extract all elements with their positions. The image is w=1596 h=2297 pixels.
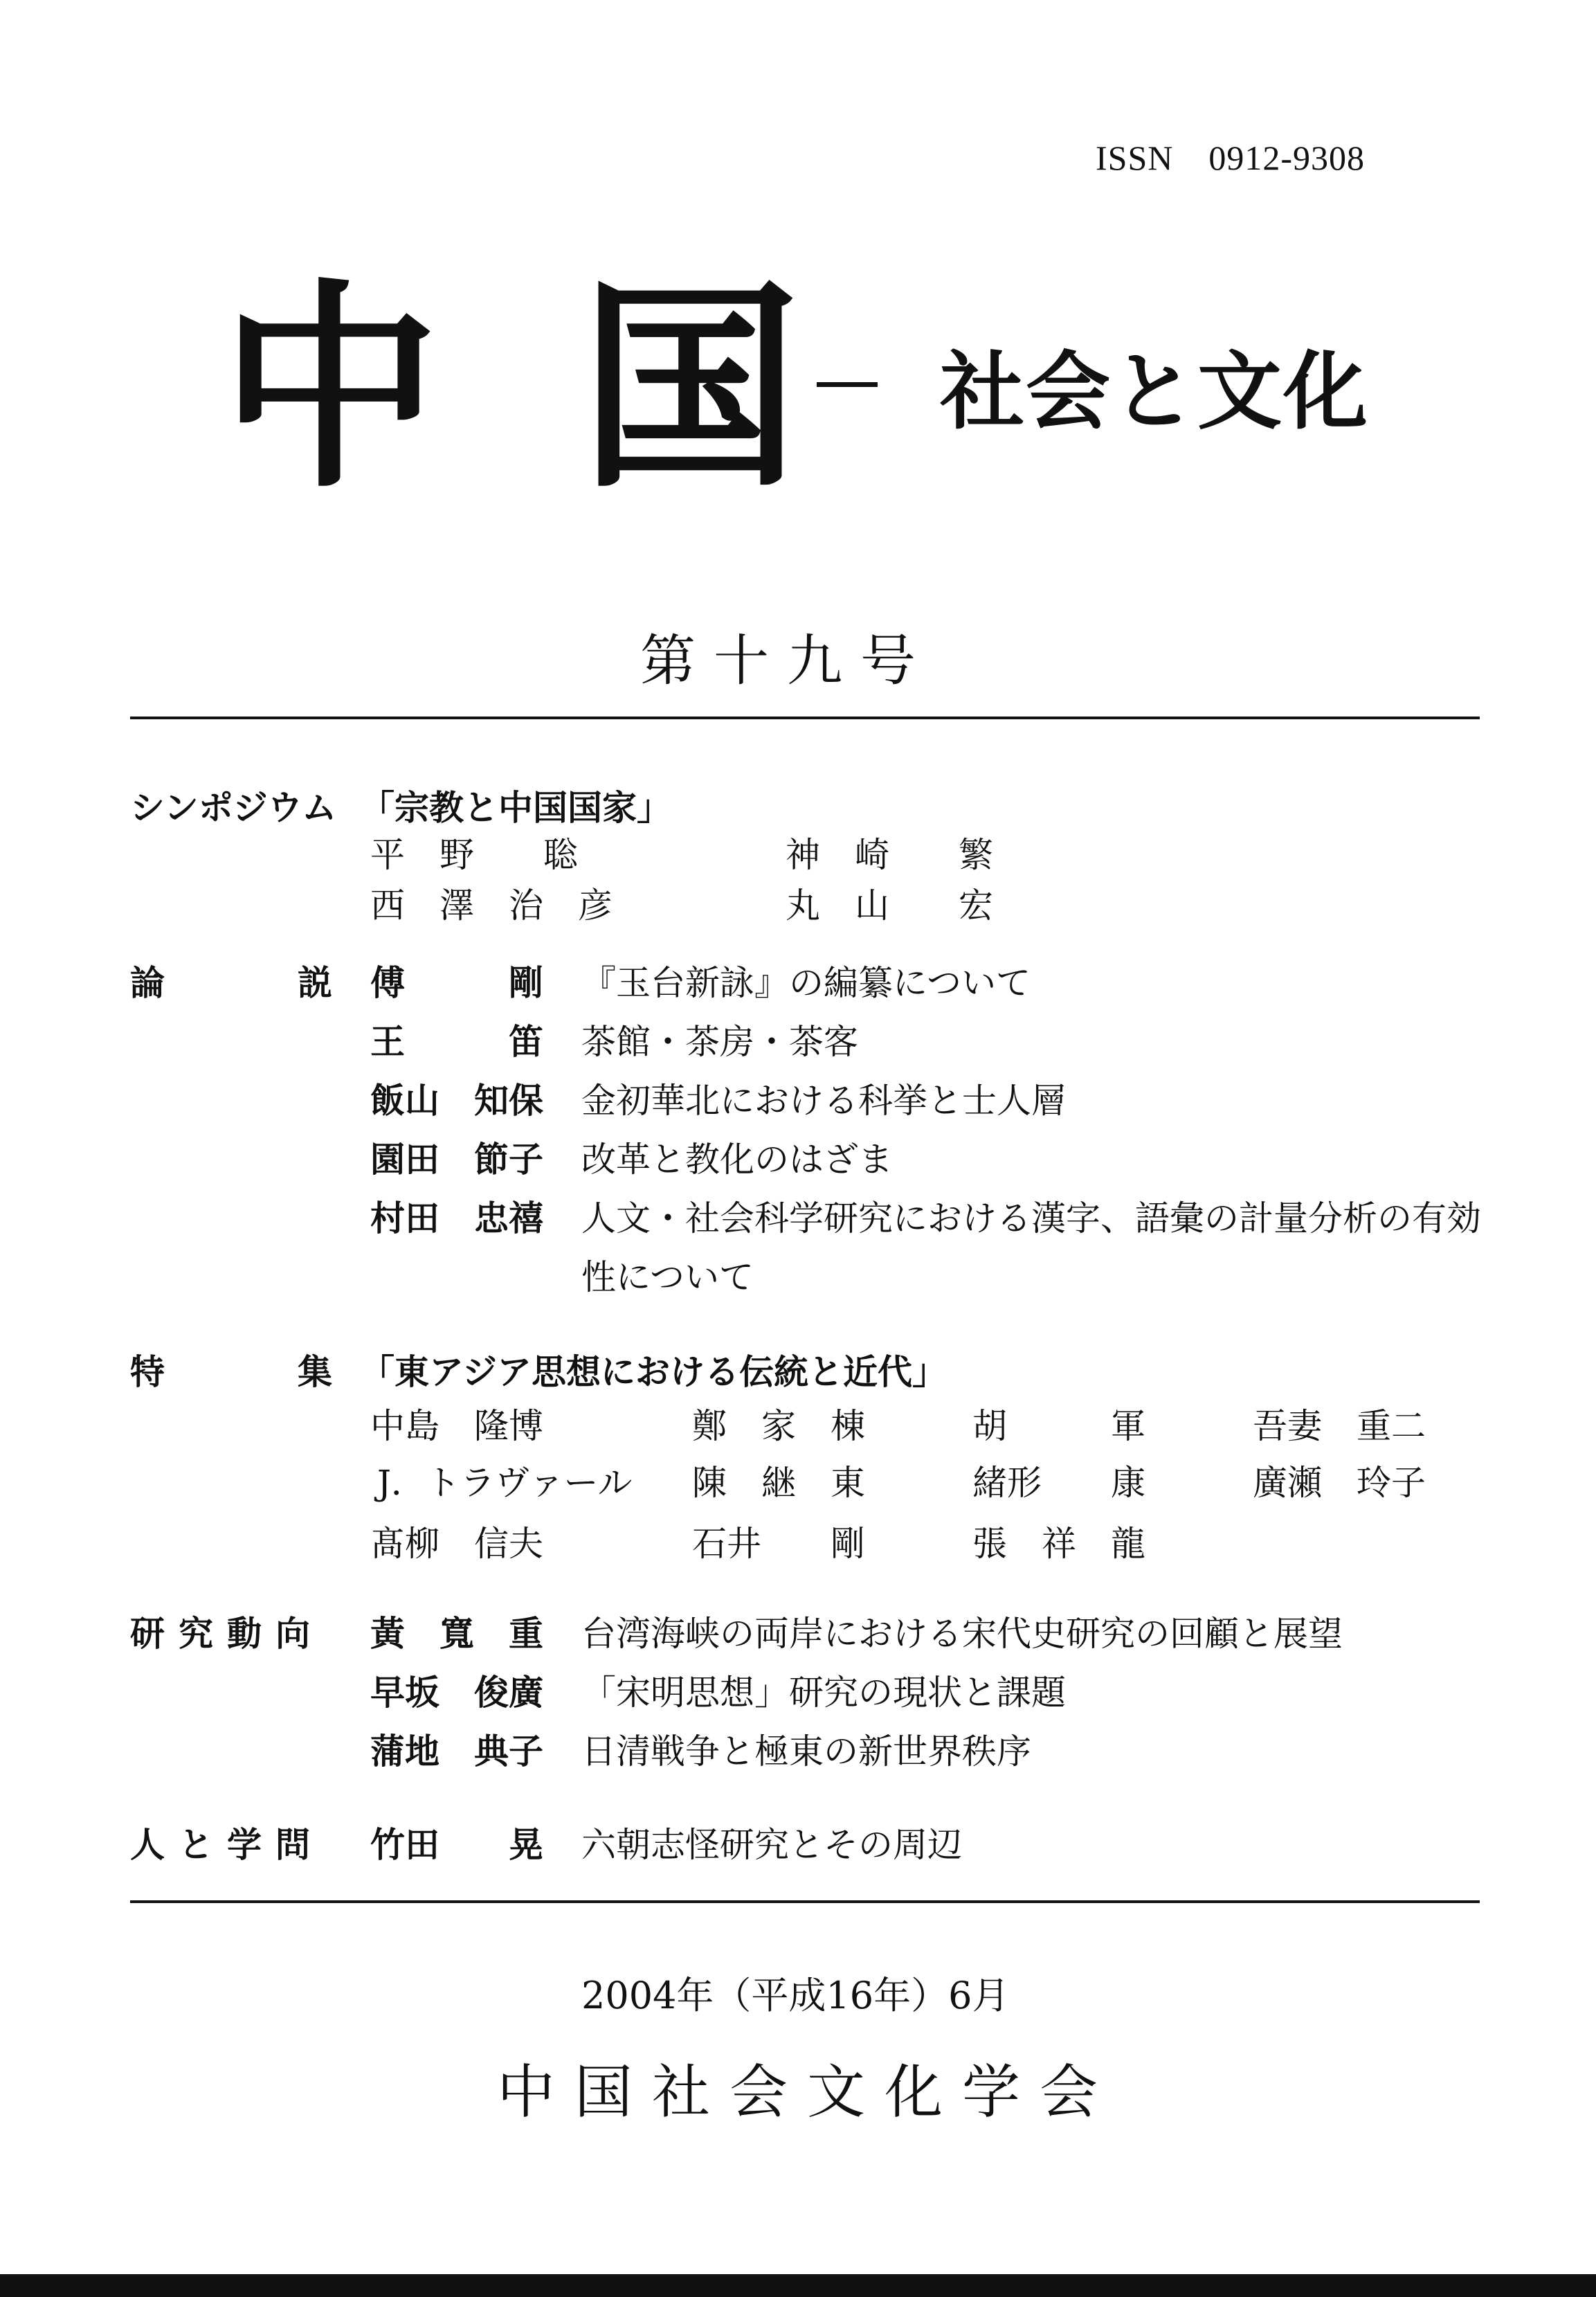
article-title: 金初華北における科挙と士人層 [581, 1081, 1066, 1121]
title-char-2: 国 [580, 258, 800, 517]
symposium-participant: 神 崎 繁 [786, 835, 993, 875]
feature-participant: 陳 継 東 [692, 1463, 865, 1503]
symposium-participant: 平 野 聡 [370, 835, 578, 875]
article-title: 『玉台新詠』の編纂について [581, 963, 1031, 1003]
section-label-trends: 研究動向 [130, 1613, 324, 1654]
feature-participant: 吾妻 重二 [1253, 1406, 1426, 1446]
feature-participant: 張 祥 龍 [972, 1524, 1145, 1564]
title-char-1: 中 [220, 258, 440, 517]
trend-title: 日清戦争と極東の新世界秩序 [581, 1731, 1031, 1772]
bottom-rule [130, 1900, 1480, 1903]
feature-participant: J．トラヴァール [377, 1463, 633, 1503]
title-subtitle: 社会と文化 [940, 341, 1369, 441]
article-title: 改革と教化のはざま [581, 1140, 893, 1180]
article-author: 傅 剛 [370, 962, 543, 1003]
section-label-articles-2: 説 [298, 962, 332, 1003]
people-title: 六朝志怪研究とその周辺 [581, 1825, 962, 1865]
trend-title: 台湾海峡の両岸における宋代史研究の回顧と展望 [581, 1614, 1343, 1654]
article-title-continued: 性について [581, 1257, 754, 1297]
feature-participant: 鄭 家 棟 [692, 1406, 865, 1446]
feature-participant: 髙柳 信夫 [370, 1524, 543, 1564]
publication-date: 2004年（平成16年）6月 [581, 1974, 1010, 2017]
article-author: 村田 忠禧 [370, 1198, 543, 1238]
symposium-participant: 西 澤 治 彦 [370, 885, 613, 926]
trend-author: 早坂 俊廣 [370, 1672, 543, 1713]
feature-theme: 「東アジア思想における伝統と近代」 [360, 1351, 947, 1392]
article-title: 人文・社会科学研究における漢字、語彙の計量分析の有効 [581, 1198, 1481, 1238]
feature-participant: 廣瀬 玲子 [1253, 1463, 1426, 1503]
symposium-theme: 「宗教と中国国家」 [360, 787, 671, 828]
article-author: 園田 節子 [370, 1139, 543, 1180]
section-label-articles-1: 論 [130, 962, 165, 1003]
trend-author: 黃 寬 重 [370, 1613, 543, 1654]
issn: ISSN 0912-9308 [1096, 138, 1366, 177]
people-author: 竹田 晃 [370, 1824, 543, 1865]
feature-participant: 中島 隆博 [370, 1406, 543, 1446]
article-author: 王 笛 [370, 1021, 543, 1062]
feature-participant: 石井 剛 [692, 1524, 865, 1564]
trend-author: 蒲地 典子 [370, 1731, 543, 1772]
section-label-people: 人と学問 [130, 1824, 324, 1865]
top-rule [130, 717, 1480, 719]
feature-participant: 胡 軍 [972, 1406, 1145, 1446]
feature-participant: 緒形 康 [972, 1463, 1145, 1503]
section-label-symposium: シンポジウム [130, 787, 337, 828]
symposium-participant: 丸 山 宏 [786, 885, 993, 926]
section-label-feature-1: 特 [130, 1351, 165, 1392]
title-dash [817, 382, 878, 387]
issue-number: 第十九号 [640, 629, 934, 693]
trend-title: 「宋明思想」研究の現状と課題 [581, 1673, 1066, 1713]
publisher: 中国社会文化学会 [497, 2058, 1118, 2126]
article-title: 茶館・茶房・茶客 [581, 1022, 858, 1062]
section-label-feature-2: 集 [298, 1351, 332, 1392]
scan-edge-bar [0, 2274, 1596, 2297]
article-author: 飯山 知保 [370, 1080, 543, 1121]
